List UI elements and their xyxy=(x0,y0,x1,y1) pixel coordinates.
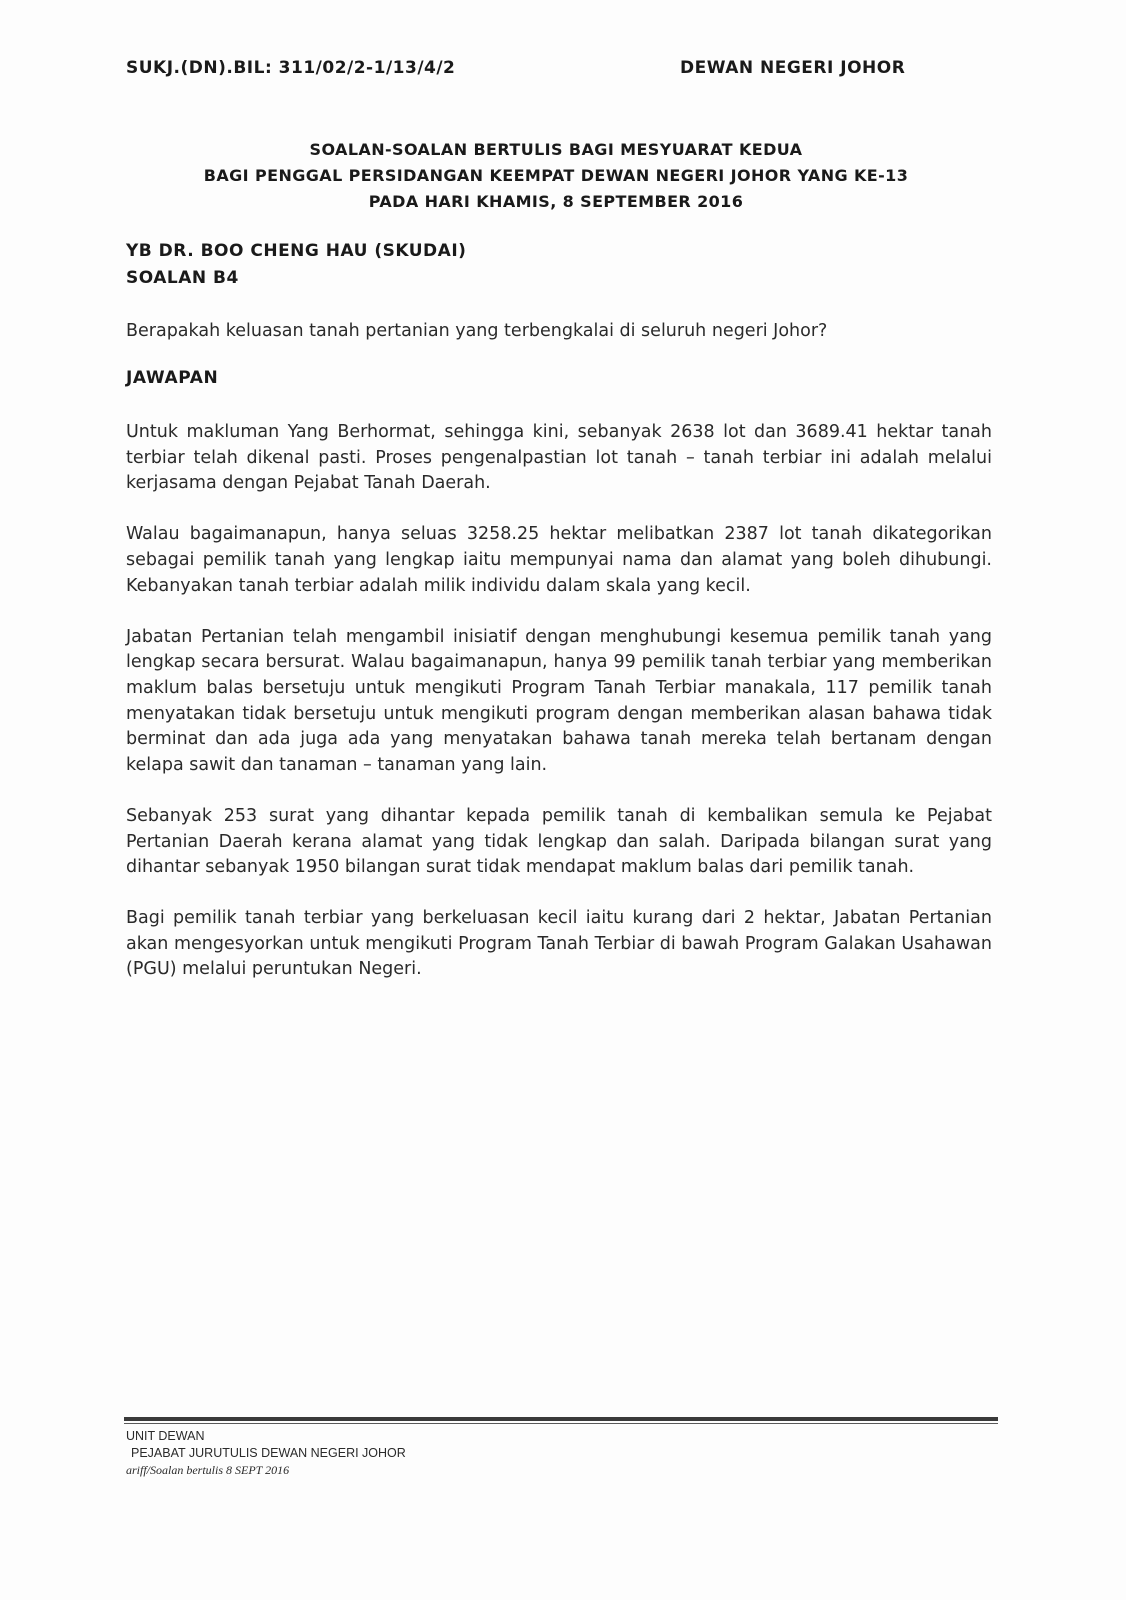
reference-number: SUKJ.(DN).BIL: 311/02/2-1/13/4/2 xyxy=(126,58,456,78)
member-name: YB DR. BOO CHENG HAU (SKUDAI) xyxy=(126,241,467,261)
member-block xyxy=(126,238,466,292)
footer-divider-thin xyxy=(124,1423,998,1424)
answer-paragraph-4: Sebanyak 253 surat yang dihantar kepada pemilik tanah di kembalikan semula ke Pejabat Pertanian Daerah kerana alamat yang tidak lengkap dan salah. Daripada bilangan surat yang dihantar sebanyak 1950 bilangan surat tidak mendapat maklum balas dari pemilik tanah. xyxy=(126,805,992,878)
answer-body xyxy=(126,420,992,1009)
footer-unit: UNIT DEWAN xyxy=(126,1429,205,1443)
answer-heading: JAWAPAN xyxy=(126,368,219,388)
answer-paragraph-3: Jabatan Pertanian telah mengambil inisiatif dengan menghubungi kesemua pemilik tanah yang lengkap secara bersurat. Walau bagaimanapun, hanya 99 pemilik tanah terbiar yang memberikan maklum balas bersetuju untuk mengikuti Program Tanah Terbiar manakala, 117 pemilik tanah menyatakan tidak bersetuju untuk mengikuti program dengan memberikan alasan bahawa tidak berminat dan ada juga ada yang menyatakan bahawa tanah mereka telah bertanam dengan kelapa sawit dan tanaman – tanaman yang lain. xyxy=(126,626,992,775)
organisation-name: DEWAN NEGERI JOHOR xyxy=(680,58,906,78)
title-line-1: SOALAN-SOALAN BERTULIS BAGI MESYUARAT KEDUA xyxy=(309,140,803,159)
title-line-3: PADA HARI KHAMIS, 8 SEPTEMBER 2016 xyxy=(368,192,744,211)
question-text: Berapakah keluasan tanah pertanian yang terbengkalai di seluruh negeri Johor? xyxy=(126,321,828,341)
footer-divider xyxy=(124,1417,998,1421)
footer xyxy=(126,1428,406,1479)
answer-paragraph-5: Bagi pemilik tanah terbiar yang berkeluasan kecil iaitu kurang dari 2 hektar, Jabatan Pertanian akan mengesyorkan untuk mengikuti Program Tanah Terbiar di bawah Program Galakan Usahawan (PGU) melalui peruntukan Negeri. xyxy=(126,908,992,980)
footer-office: PEJABAT JURUTULIS DEWAN NEGERI JOHOR xyxy=(131,1446,406,1460)
title-line-2: BAGI PENGGAL PERSIDANGAN KEEMPAT DEWAN NEGERI JOHOR YANG KE-13 xyxy=(203,166,909,185)
answer-paragraph-1: Untuk makluman Yang Berhormat, sehingga kini, sebanyak 2638 lot dan 3689.41 hektar tanah terbiar telah dikenal pasti. Proses pengenalpastian lot tanah – tanah terbiar ini adalah melalui kerjasama dengan Pejabat Tanah Daerah. xyxy=(126,422,992,494)
question-number: SOALAN B4 xyxy=(126,268,239,288)
document-title xyxy=(126,137,986,215)
answer-paragraph-2: Walau bagaimanapun, hanya seluas 3258.25 hektar melibatkan 2387 lot tanah dikategorikan sebagai pemilik tanah yang lengkap iaitu mempunyai nama dan alamat yang boleh dihubungi. Kebanyakan tanah terbiar adalah milik individu dalam skala yang kecil. xyxy=(126,524,992,596)
footer-file-note: ariff/Soalan bertulis 8 SEPT 2016 xyxy=(126,1463,290,1477)
